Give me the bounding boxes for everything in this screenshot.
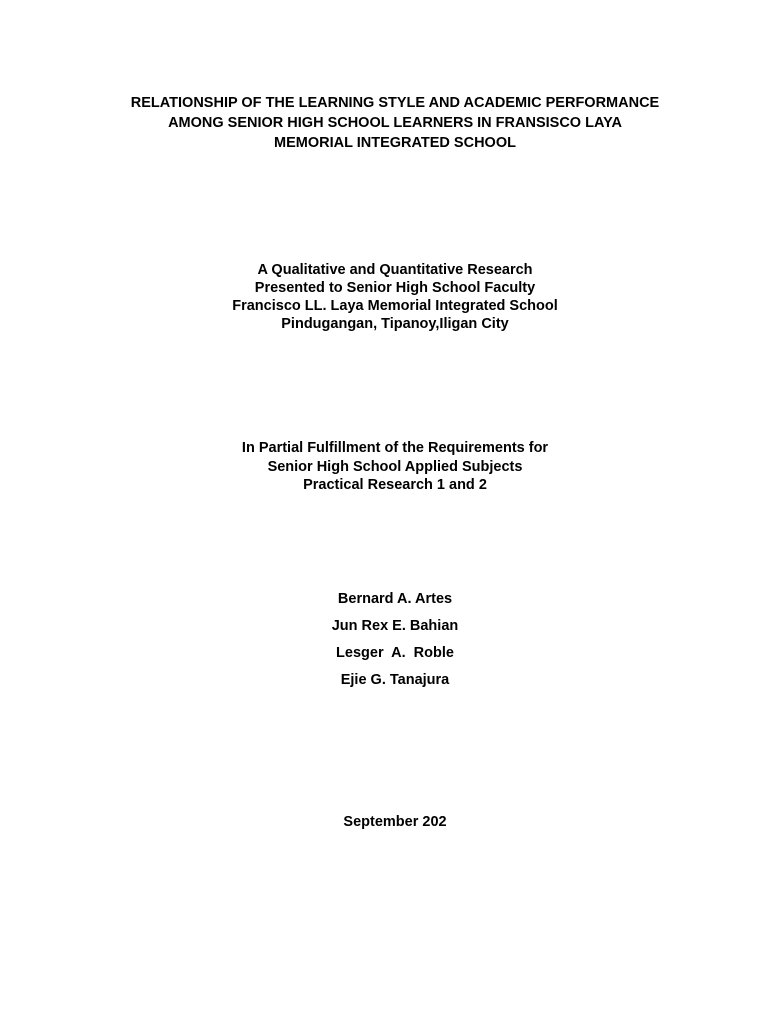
research-description	[0, 261, 768, 333]
fulfillment-statement	[0, 439, 768, 495]
authors-list	[0, 586, 768, 694]
school-address: Pindugangan, Tipanoy,Iligan City	[281, 316, 509, 332]
research-title	[0, 93, 768, 153]
fulfillment-line-3: Practical Research 1 and 2	[303, 477, 487, 493]
date-text: September 202	[343, 814, 447, 830]
submission-date	[0, 812, 768, 832]
fulfillment-line-2: Senior High School Applied Subjects	[267, 458, 523, 475]
author-name: Bernard A. Artes	[337, 591, 453, 607]
author-name: Ejie G. Tanajura	[340, 672, 450, 688]
title-line-3: MEMORIAL INTEGRATED SCHOOL	[274, 135, 516, 151]
author-name: Jun Rex E. Bahian	[331, 618, 459, 634]
fulfillment-line-1: In Partial Fulfillment of the Requirements for	[241, 440, 549, 456]
title-line-1: RELATIONSHIP OF THE LEARNING STYLE AND ACADEMIC PERFORMANCE	[130, 95, 660, 111]
research-type: A Qualitative and Quantitative Research	[257, 262, 533, 278]
presented-to: Presented to Senior High School Faculty	[254, 280, 536, 296]
school-name: Francisco LL. Laya Memorial Integrated School	[232, 298, 558, 314]
author-name: Lesger A. Roble	[336, 645, 454, 661]
title-line-2: AMONG SENIOR HIGH SCHOOL LEARNERS IN FRANSISCO LAYA	[168, 115, 622, 131]
